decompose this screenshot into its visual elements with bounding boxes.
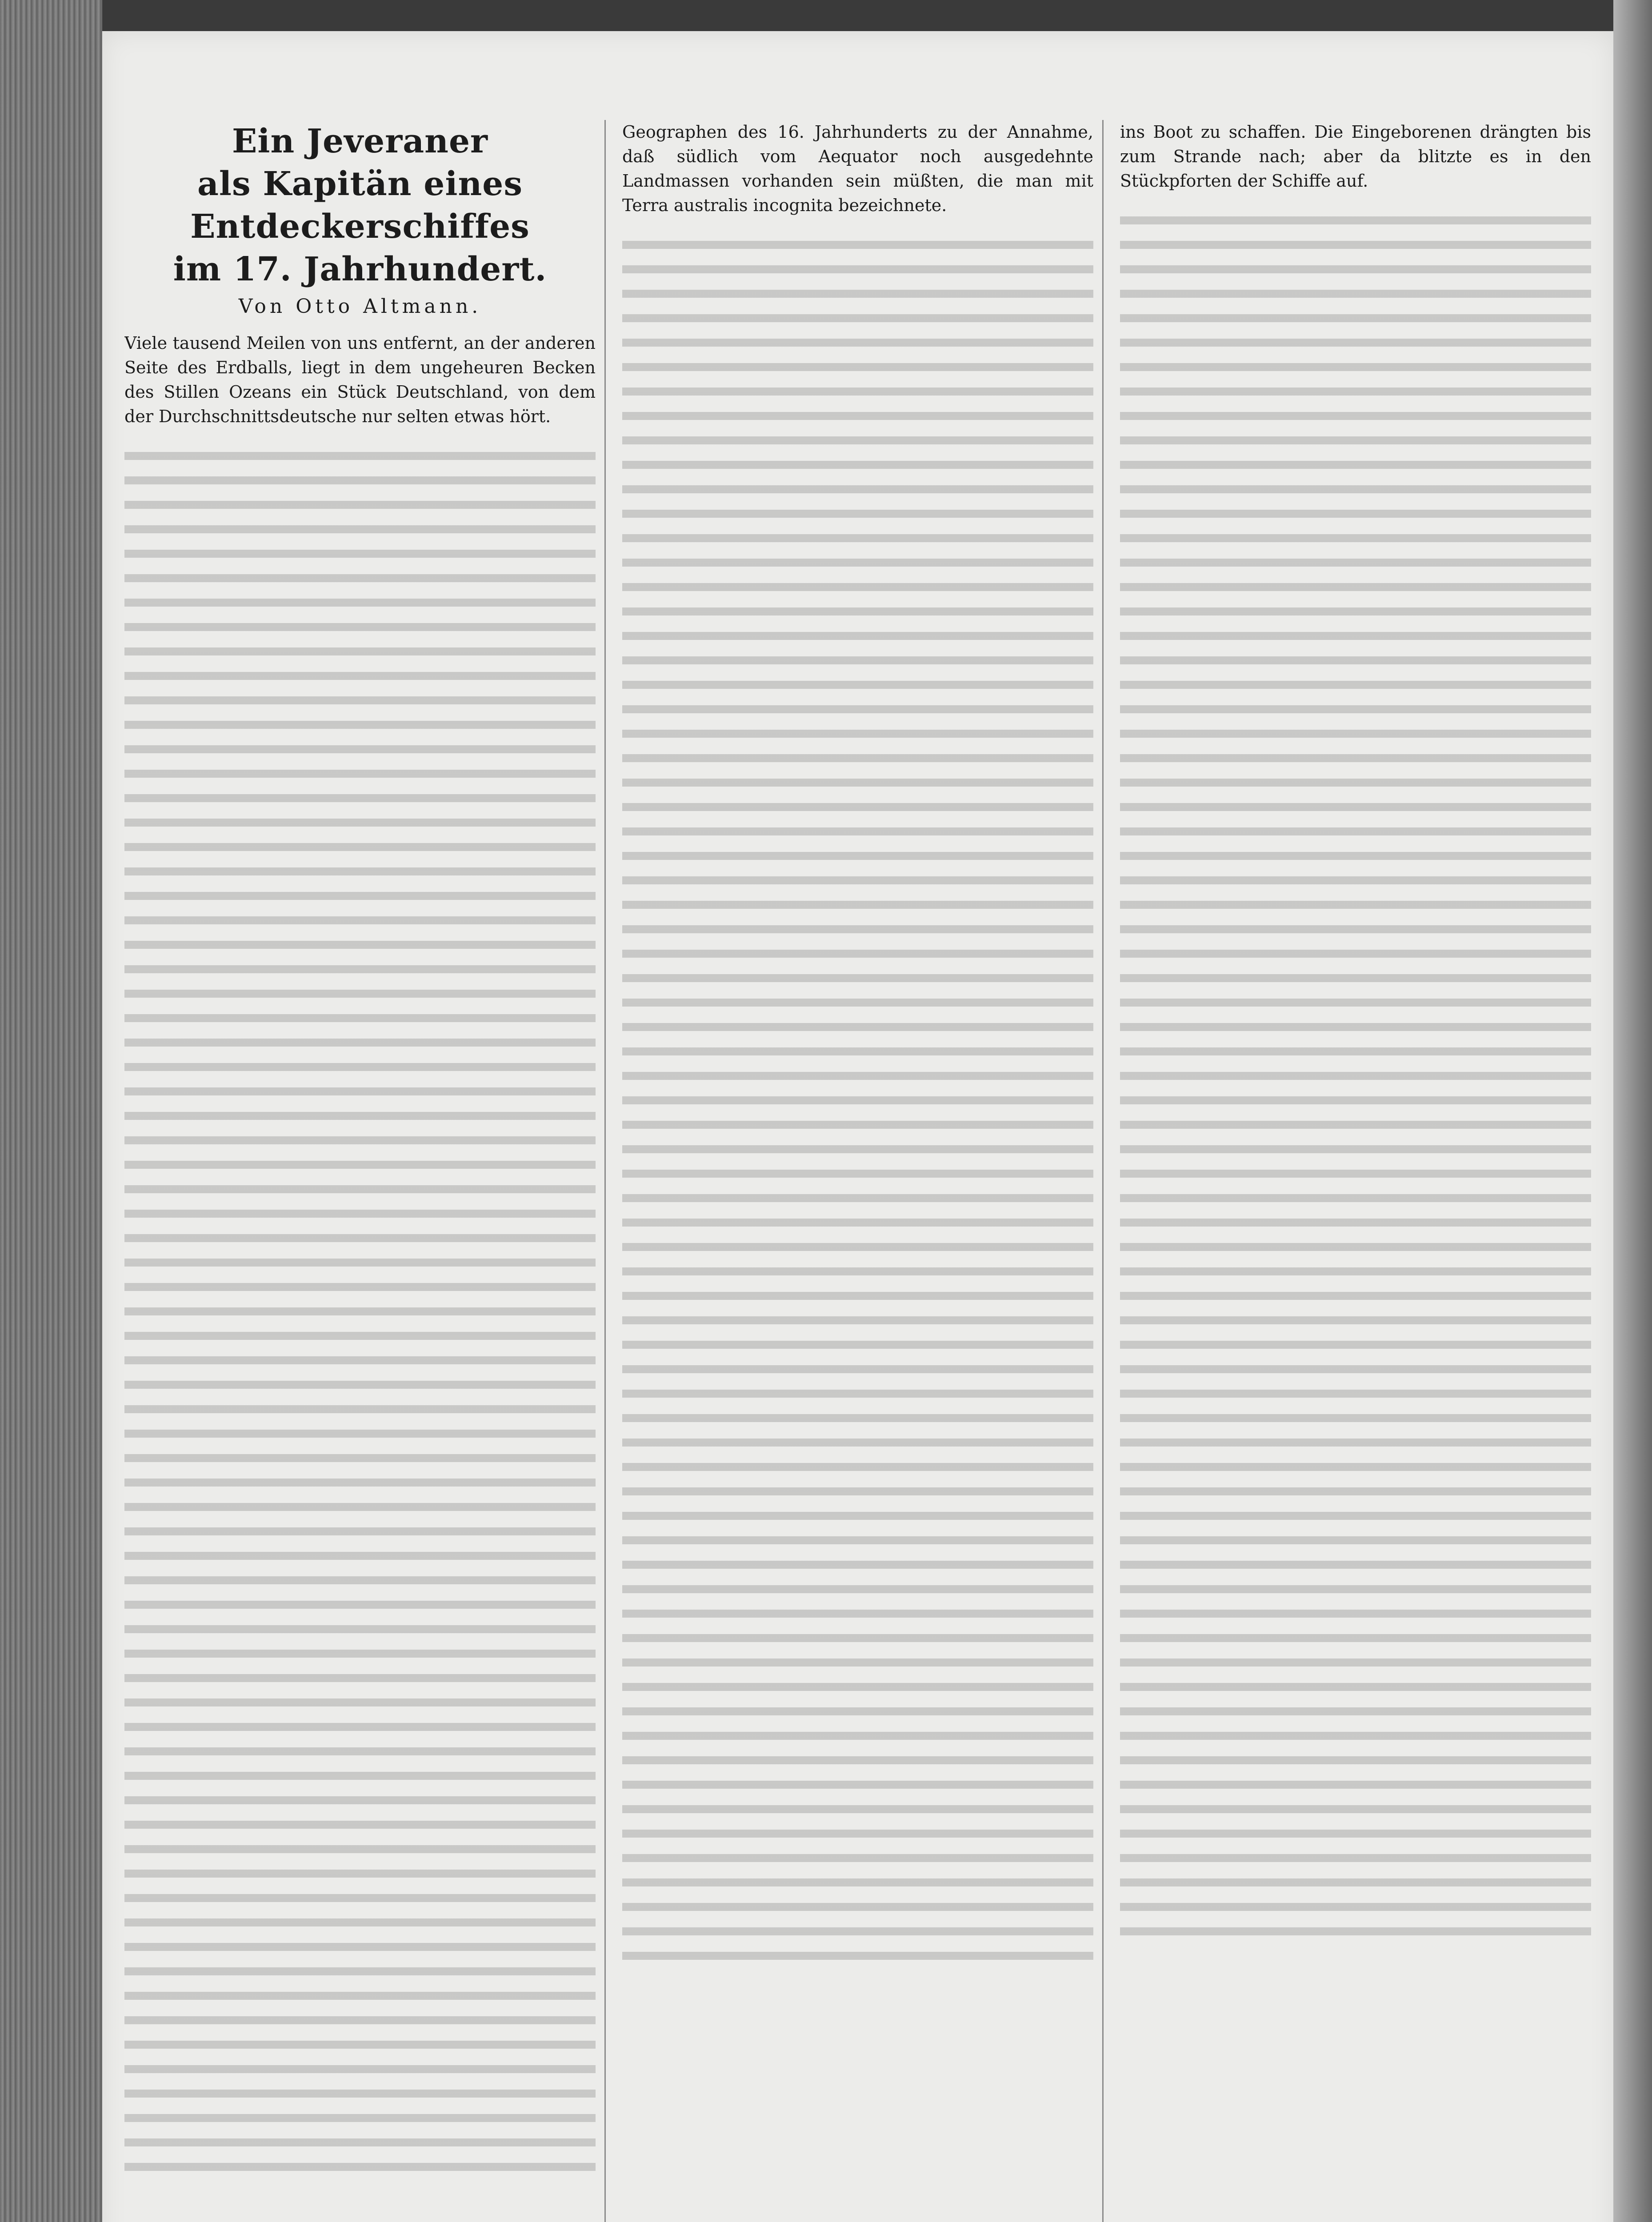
article-title xyxy=(124,120,596,291)
book-page-edges xyxy=(0,0,102,2222)
column-1-text-block xyxy=(124,442,596,2175)
column-divider xyxy=(604,120,606,2222)
column-1 xyxy=(124,120,596,2222)
title-line-1: Ein Jeveraner xyxy=(232,122,488,160)
column-1-paragraph: Viele tausend Meilen von uns entfernt, an der anderen Seite des Erdballs, liegt in dem ungeheuren Becken des Stillen Ozeans ein Stück Deutschland, von dem der Durchschnittsdeutsche nur selten etwas hört. xyxy=(124,333,596,426)
column-2-paragraph: Geographen des 16. Jahrhunderts zu der Annahme, daß südlich vom Aequator noch ausgedehnte Landmassen vorhanden sein müßten, die man mit Terra australis incognita bezeichnete. xyxy=(622,122,1093,215)
column-2 xyxy=(622,120,1093,2222)
column-divider xyxy=(1102,120,1104,2222)
title-line-3: im 17. Jahrhundert. xyxy=(173,250,547,288)
byline: Von Otto Altmann. xyxy=(238,295,482,318)
column-3 xyxy=(1120,120,1591,2222)
column-2-text-block xyxy=(622,231,1093,1964)
column-3-paragraph: ins Boot zu schaffen. Die Eingeborenen drängten bis zum Strande nach; aber da blitzte es in den Stückpforten der Schiffe auf. xyxy=(1120,122,1591,191)
newspaper-page xyxy=(102,31,1613,2222)
book-binding-edge xyxy=(1613,0,1652,2222)
column-3-text-block xyxy=(1120,207,1591,1940)
title-line-2: als Kapitän eines Entdeckerschiffes xyxy=(190,165,530,246)
